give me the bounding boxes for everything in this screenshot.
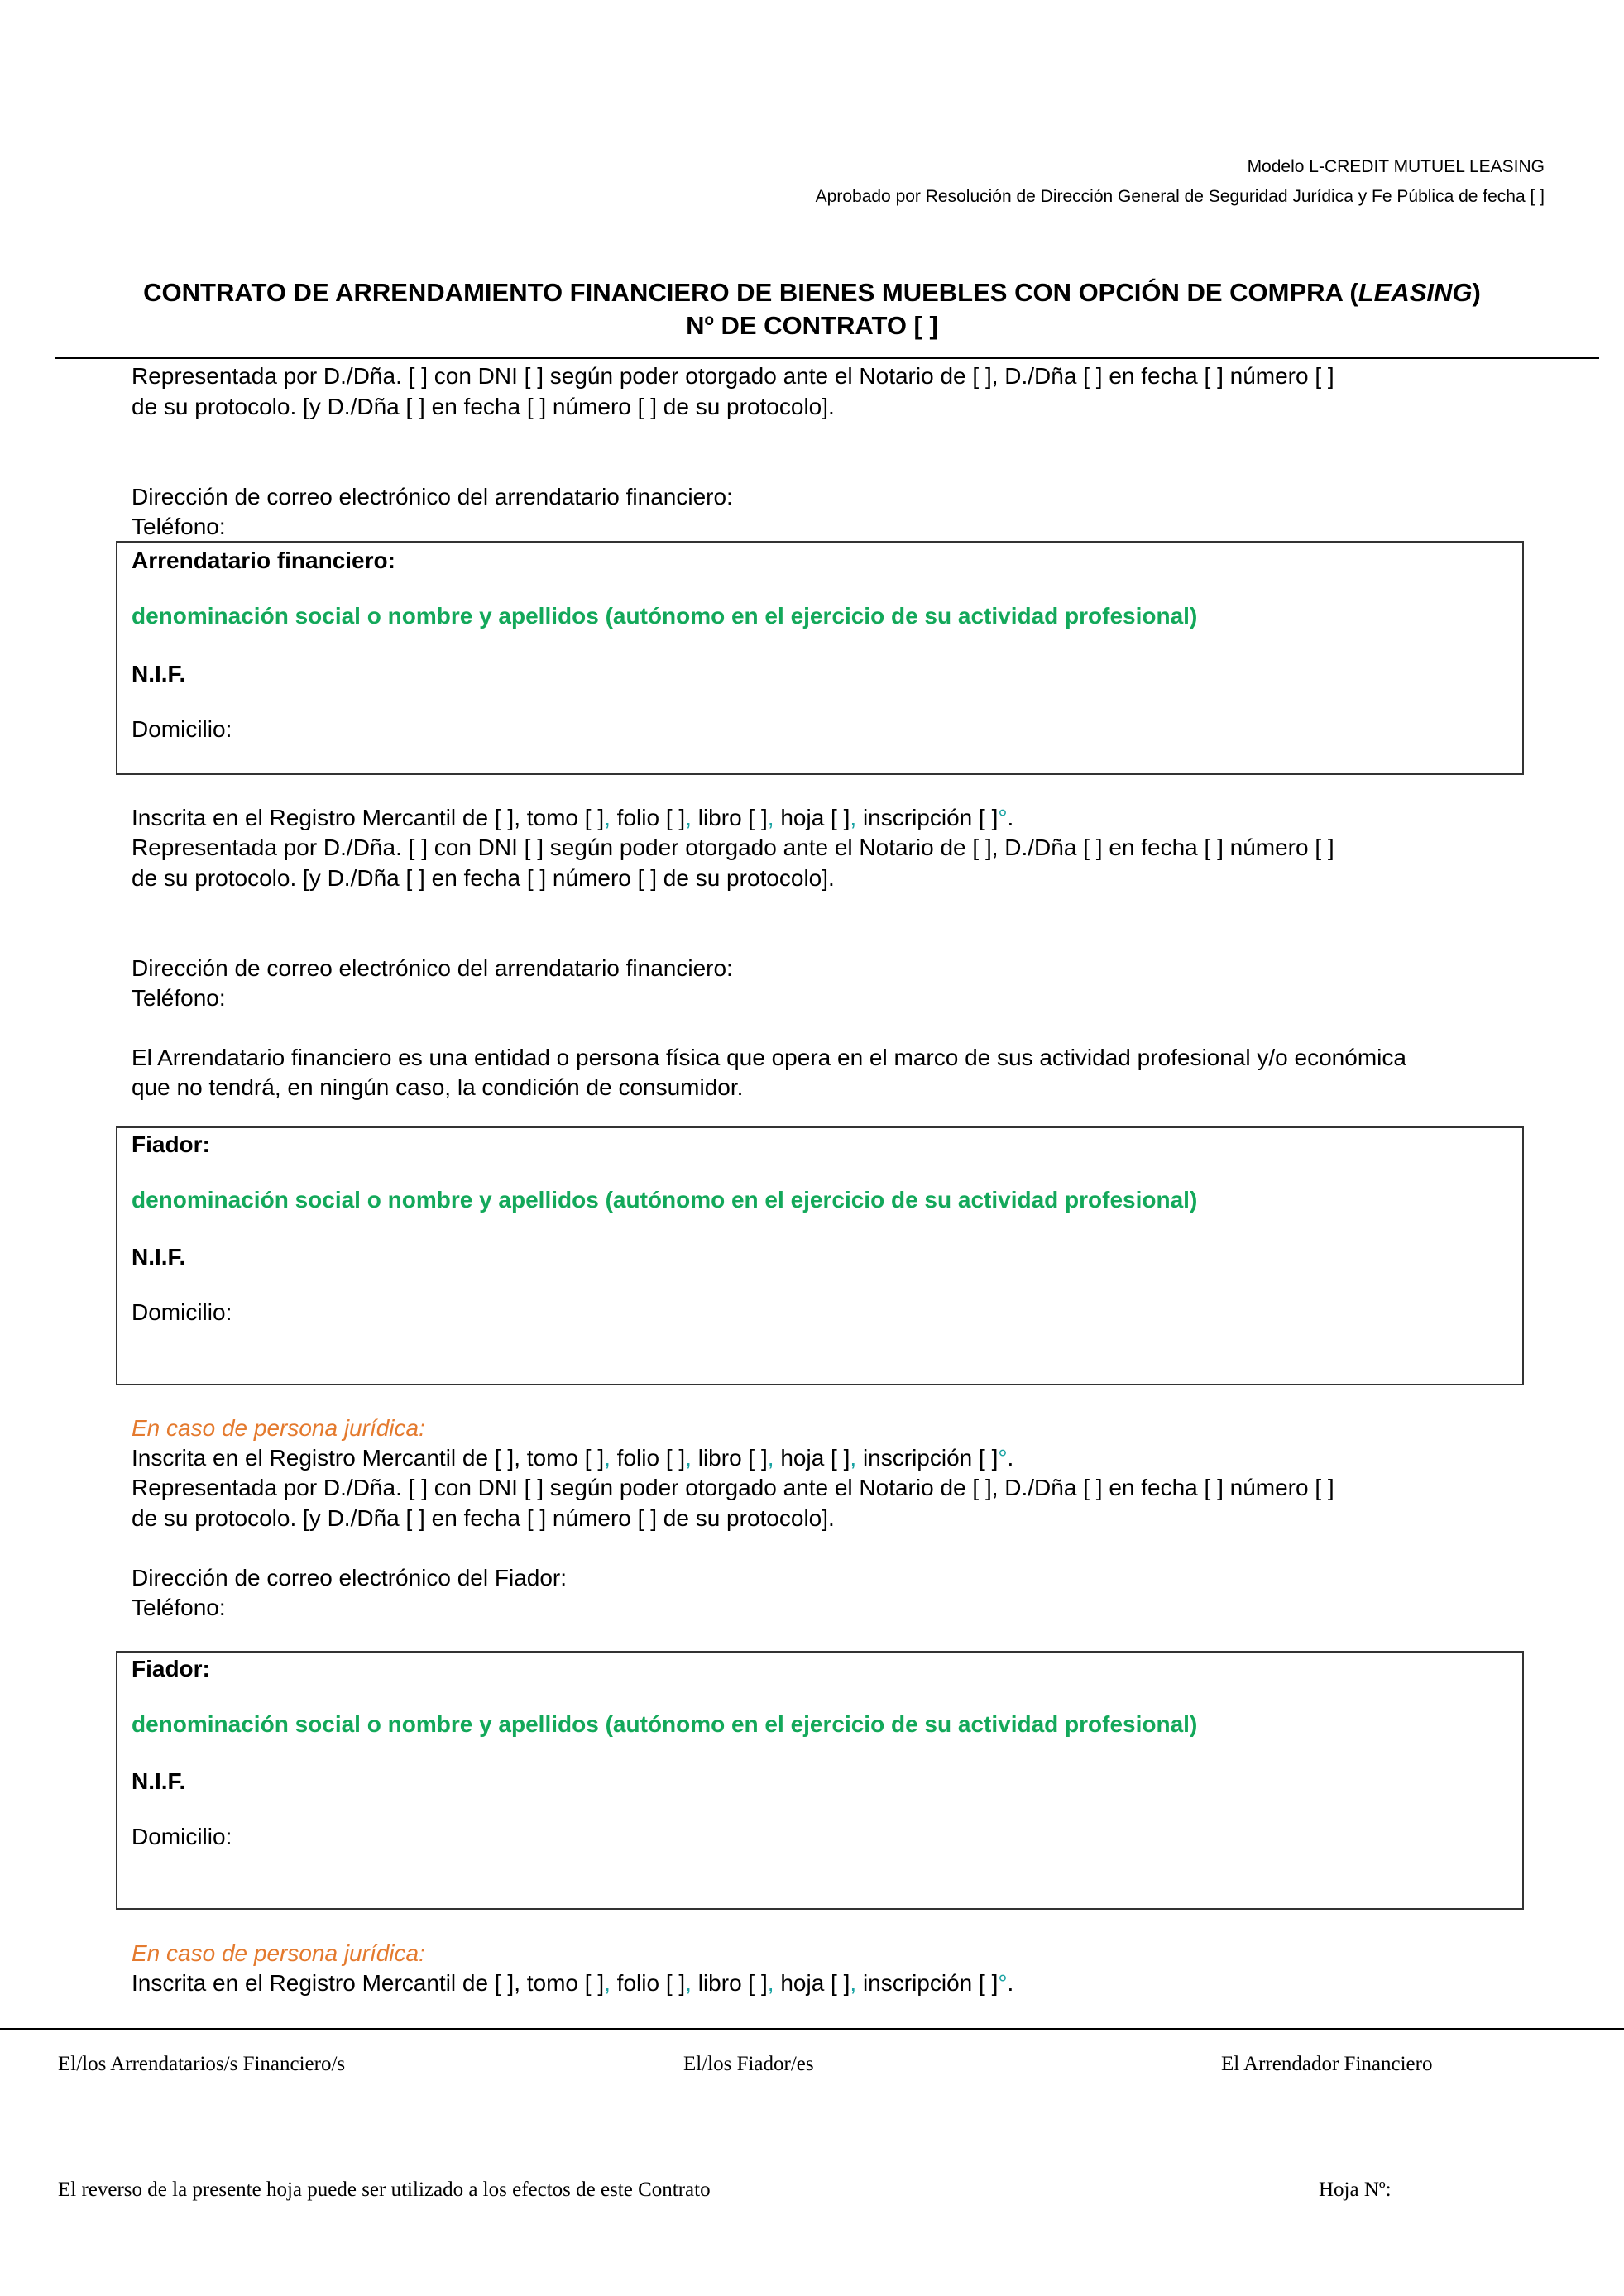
nif-label: N.I.F. (132, 1244, 186, 1270)
signature-arrendador: El Arrendador Financiero (1221, 2053, 1433, 2075)
representation-line-2: de su protocolo. [y D./Dña [ ] en fecha [ ] número [ ] de su protocolo]. (132, 865, 835, 891)
email-label: Dirección de correo electrónico del arrendatario financiero: (132, 955, 733, 981)
arrendatario-desc-1: El Arrendatario financiero es una entidad o persona física que opera en el marco de sus actividad profesional y/o económica (132, 1045, 1406, 1070)
phone-label: Teléfono: (132, 985, 226, 1011)
domicilio-label: Domicilio: (132, 1824, 232, 1849)
denominacion-label: denominación social o nombre y apellidos (autónomo en el ejercicio de su actividad profesional) (132, 1187, 1198, 1213)
reverse-note: El reverso de la presente hoja puede ser utilizado a los efectos de este Contrato (58, 2179, 711, 2201)
representation-line-1: Representada por D./Dña. [ ] con DNI [ ] según poder otorgado ante el Notario de [ ], D./Dña [ ] en fecha [ ] número [ ] (132, 363, 1334, 389)
contract-number: Nº DE CONTRATO [ ] (686, 311, 938, 340)
nif-label: N.I.F. (132, 661, 186, 686)
nif-label: N.I.F. (132, 1768, 186, 1794)
fiador-box (116, 1651, 1524, 1910)
representation-line-1: Representada por D./Dña. [ ] con DNI [ ] según poder otorgado ante el Notario de [ ], D./Dña [ ] en fecha [ ] número [ ] (132, 1475, 1334, 1500)
registro-line: Inscrita en el Registro Mercantil de [ ], tomo [ ], folio [ ], libro [ ], hoja [ ], inscripción [ ]°. (132, 1970, 1014, 1996)
page-number-label: Hoja Nº: (1319, 2179, 1392, 2201)
contract-title: CONTRATO DE ARRENDAMIENTO FINANCIERO DE BIENES MUEBLES CON OPCIÓN DE COMPRA (LEASING) (143, 278, 1481, 307)
arrendatario-box (116, 541, 1524, 775)
title-divider (55, 357, 1599, 359)
arrendatario-label: Arrendatario financiero: (132, 548, 395, 573)
email-label: Dirección de correo electrónico del arrendatario financiero: (132, 484, 733, 509)
representation-line-1: Representada por D./Dña. [ ] con DNI [ ] según poder otorgado ante el Notario de [ ], D./Dña [ ] en fecha [ ] número [ ] (132, 835, 1334, 860)
approval-note: Aprobado por Resolución de Dirección General de Seguridad Jurídica y Fe Pública de fecha [ ] (815, 187, 1545, 206)
phone-label: Teléfono: (132, 514, 226, 539)
persona-juridica-note: En caso de persona jurídica: (132, 1415, 425, 1441)
fiador-label: Fiador: (132, 1656, 210, 1681)
registro-line: Inscrita en el Registro Mercantil de [ ], tomo [ ], folio [ ], libro [ ], hoja [ ], inscripción [ ]°. (132, 805, 1014, 830)
phone-label: Teléfono: (132, 1595, 226, 1620)
denominacion-label: denominación social o nombre y apellidos (autónomo en el ejercicio de su actividad profesional) (132, 603, 1198, 629)
denominacion-label: denominación social o nombre y apellidos (autónomo en el ejercicio de su actividad profesional) (132, 1711, 1198, 1737)
signature-arrendatario: El/los Arrendatarios/s Financiero/s (58, 2053, 346, 2075)
model-label: Modelo L-CREDIT MUTUEL LEASING (1247, 157, 1545, 176)
signature-fiador: El/los Fiador/es (683, 2053, 814, 2075)
email-fiador-label: Dirección de correo electrónico del Fiador: (132, 1565, 568, 1590)
persona-juridica-note: En caso de persona jurídica: (132, 1940, 425, 1966)
representation-line-2: de su protocolo. [y D./Dña [ ] en fecha [ ] número [ ] de su protocolo]. (132, 1505, 835, 1531)
registro-line: Inscrita en el Registro Mercantil de [ ], tomo [ ], folio [ ], libro [ ], hoja [ ], inscripción [ ]°. (132, 1445, 1014, 1471)
footer-divider (0, 2028, 1624, 2030)
fiador-box (116, 1126, 1524, 1385)
domicilio-label: Domicilio: (132, 716, 232, 742)
domicilio-label: Domicilio: (132, 1299, 232, 1325)
arrendatario-desc-2: que no tendrá, en ningún caso, la condición de consumidor. (132, 1074, 744, 1100)
representation-line-2: de su protocolo. [y D./Dña [ ] en fecha [ ] número [ ] de su protocolo]. (132, 394, 835, 419)
fiador-label: Fiador: (132, 1131, 210, 1157)
